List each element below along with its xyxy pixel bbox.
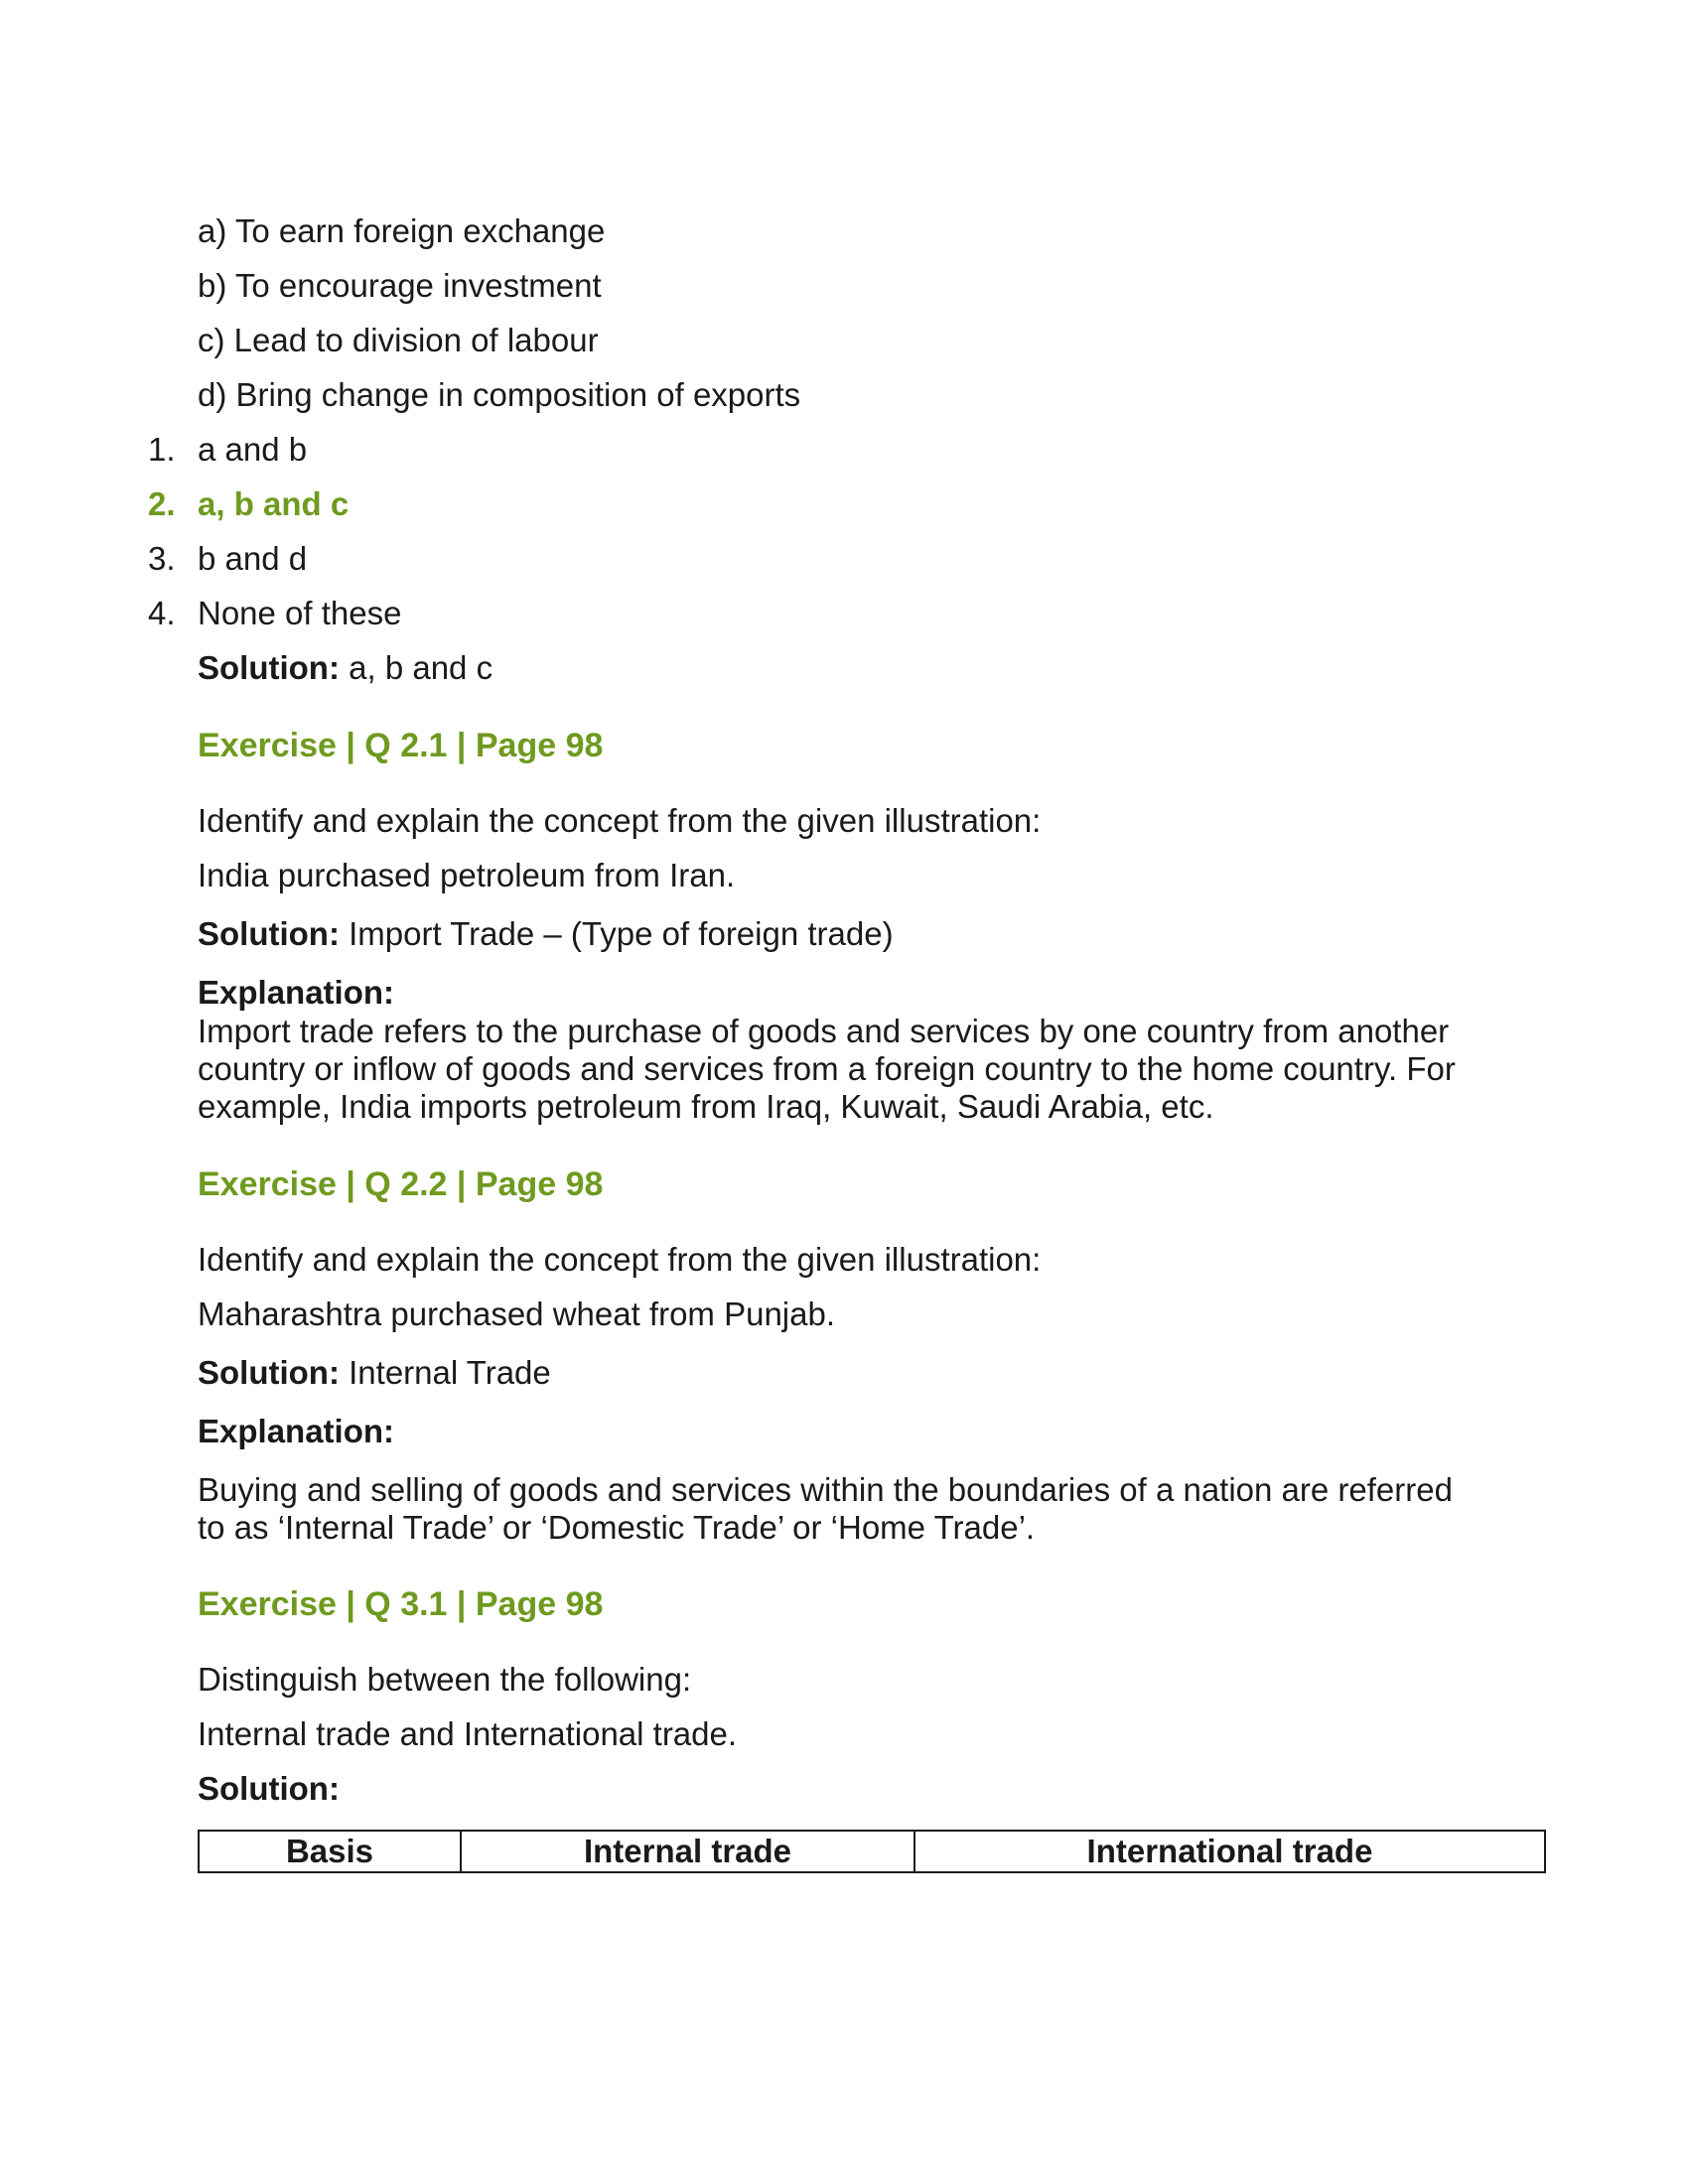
explanation-text: Import trade refers to the purchase of goods and services by one country from another country or inflow of goods and services from a foreign country to the home country. For example, India imports petroleum from Iraq, Kuwait, Saudi Arabia, etc. bbox=[198, 1013, 1456, 1125]
explanation-label: Explanation: bbox=[198, 974, 395, 1011]
question-illustration: India purchased petroleum from Iran. bbox=[198, 857, 736, 893]
question-illustration: Internal trade and International trade. bbox=[198, 1715, 738, 1752]
column-header-basis: Basis bbox=[199, 1831, 461, 1872]
choice-number: 4. bbox=[148, 595, 176, 631]
explanation-label: Explanation: bbox=[198, 1413, 395, 1449]
table-header-row bbox=[199, 1831, 1545, 1872]
question-prompt: Identify and explain the concept from the given illustration: bbox=[198, 802, 1042, 839]
q1-solution bbox=[198, 649, 492, 687]
question-prompt: Distinguish between the following: bbox=[198, 1661, 692, 1698]
choice-number: 1. bbox=[148, 431, 176, 468]
solution-answer: Import Trade – (Type of foreign trade) bbox=[339, 915, 894, 952]
choice-number: 3. bbox=[148, 540, 176, 577]
solution-label: Solution: bbox=[198, 1354, 340, 1391]
q2-2-solution bbox=[198, 1354, 551, 1392]
option-b: b) To encourage investment bbox=[198, 267, 602, 304]
choice-text: b and d bbox=[198, 540, 308, 577]
option-a: a) To earn foreign exchange bbox=[198, 212, 606, 249]
option-c: c) Lead to division of labour bbox=[198, 322, 599, 358]
column-header-international-trade: International trade bbox=[914, 1831, 1545, 1872]
choice-text: a, b and c bbox=[198, 485, 350, 522]
solution-answer: a, b and c bbox=[339, 649, 493, 686]
choice-text: None of these bbox=[198, 595, 402, 631]
solution-label: Solution: bbox=[198, 915, 340, 952]
explanation-text: Buying and selling of goods and services within the boundaries of a nation are referred to as ‘Internal Trade’ or ‘Domestic Trade’ or ‘Home Trade’. bbox=[198, 1471, 1453, 1546]
choice-text: a and b bbox=[198, 431, 308, 468]
solution-answer: Internal Trade bbox=[339, 1354, 551, 1391]
choice-number: 2. bbox=[148, 485, 176, 522]
question-illustration: Maharashtra purchased wheat from Punjab. bbox=[198, 1296, 836, 1332]
q2-1-solution bbox=[198, 915, 894, 953]
column-header-internal-trade: Internal trade bbox=[461, 1831, 914, 1872]
comparison-table bbox=[198, 1830, 1546, 1873]
exercise-heading-2-2: Exercise | Q 2.2 | Page 98 bbox=[198, 1165, 604, 1203]
option-d: d) Bring change in composition of exports bbox=[198, 376, 801, 413]
exercise-heading-3-1: Exercise | Q 3.1 | Page 98 bbox=[198, 1585, 604, 1623]
exercise-heading-2-1: Exercise | Q 2.1 | Page 98 bbox=[198, 727, 604, 764]
solution-label: Solution: bbox=[198, 649, 340, 686]
question-prompt: Identify and explain the concept from the given illustration: bbox=[198, 1241, 1042, 1278]
solution-label: Solution: bbox=[198, 1770, 340, 1807]
